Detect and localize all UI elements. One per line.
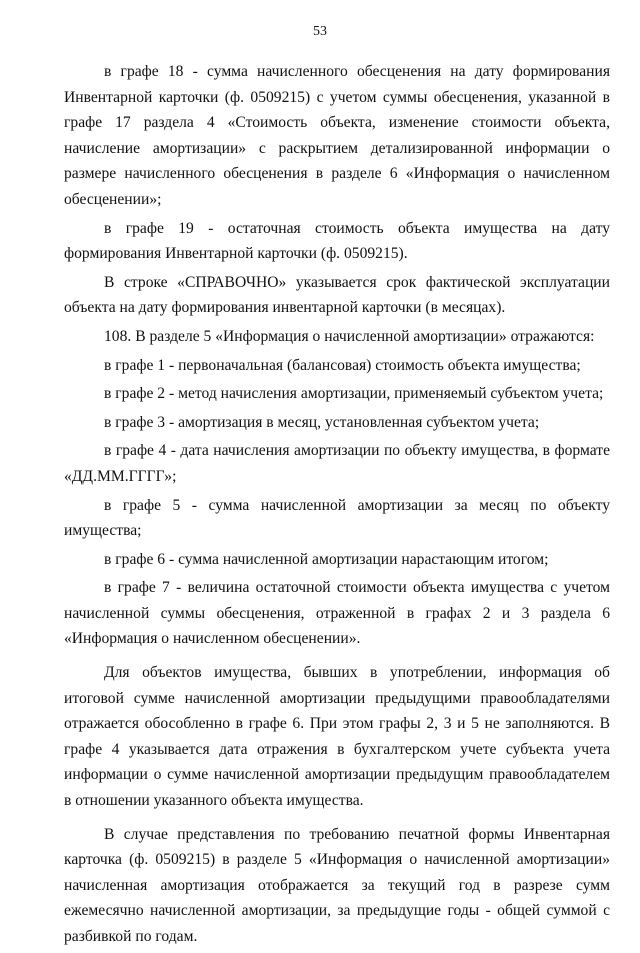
paragraph-column-5: в графе 5 - сумма начисленной амортизации за месяц по объекту имущества; <box>64 496 610 540</box>
paragraph-column-2: в графе 2 - метод начисления амортизации, применяемый субъектом учета; <box>104 385 604 403</box>
paragraph-used-assets: Для объектов имущества, бывших в употреблении, информация об итоговой сумме начисленной амортизации предыдущими правообладателями отражается обособленно в графе 6. При этом графы 2, 3 и 5 не заполняются. В графе 4 указывается дата отражения в бухгалтерском учете субъекта учета информации о сумме начисленной амортизации предыдущим правообладателем в отношении указанного объекта имущества. <box>64 664 610 810</box>
paragraph-column-19: в графе 19 - остаточная стоимость объекта имущества на дату формирования Инвентарной карточки (ф. 0509215). <box>64 219 610 263</box>
paragraph-section-108: 108. В разделе 5 «Информация о начисленной амортизации» отражаются: <box>104 327 595 345</box>
paragraph-print-form: В случае представления по требованию печатной формы Инвентарная карточка (ф. 0509215) в разделе 5 «Информация о начисленной амортизации» начисленная амортизация отображается за текущий год в разрезе сумм ежемесячно начисленной амортизации, за предыдущие годы - общей суммой с разбивкой по годам. <box>64 825 610 945</box>
paragraph-column-6: в графе 6 - сумма начисленной амортизации нарастающим итогом; <box>104 550 549 568</box>
paragraph-column-1: в графе 1 - первоначальная (балансовая) стоимость объекта имущества; <box>104 356 581 374</box>
paragraph-column-7: в графе 7 - величина остаточной стоимости объекта имущества с учетом начисленной суммы обесценения, отраженной в графах 2 и 3 раздела 6 «Информация о начисленном обесценении». <box>64 579 610 648</box>
document-body <box>64 59 610 953</box>
page-number: 53 <box>313 24 327 39</box>
paragraph-column-18: в графе 18 - сумма начисленного обесценения на дату формирования Инвентарной карточки (ф. 0509215) с учетом суммы обесценения, указанной в графе 17 раздела 4 «Стоимость объекта, изменение стоимости объекта, начисление амортизации» с раскрытием детализированной информации о размере начисленного обесценения в разделе 6 «Информация о начисленном обесценении»; <box>64 63 610 208</box>
paragraph-column-4: в графе 4 - дата начисления амортизации по объекту имущества, в формате «ДД.ММ.ГГГГ»; <box>64 442 610 485</box>
paragraph-reference-line: В строке «СПРАВОЧНО» указывается срок фактической эксплуатации объекта на дату формирования инвентарной карточки (в месяцах). <box>64 273 610 317</box>
paragraph-column-3: в графе 3 - амортизация в месяц, установленная субъектом учета; <box>104 413 540 431</box>
